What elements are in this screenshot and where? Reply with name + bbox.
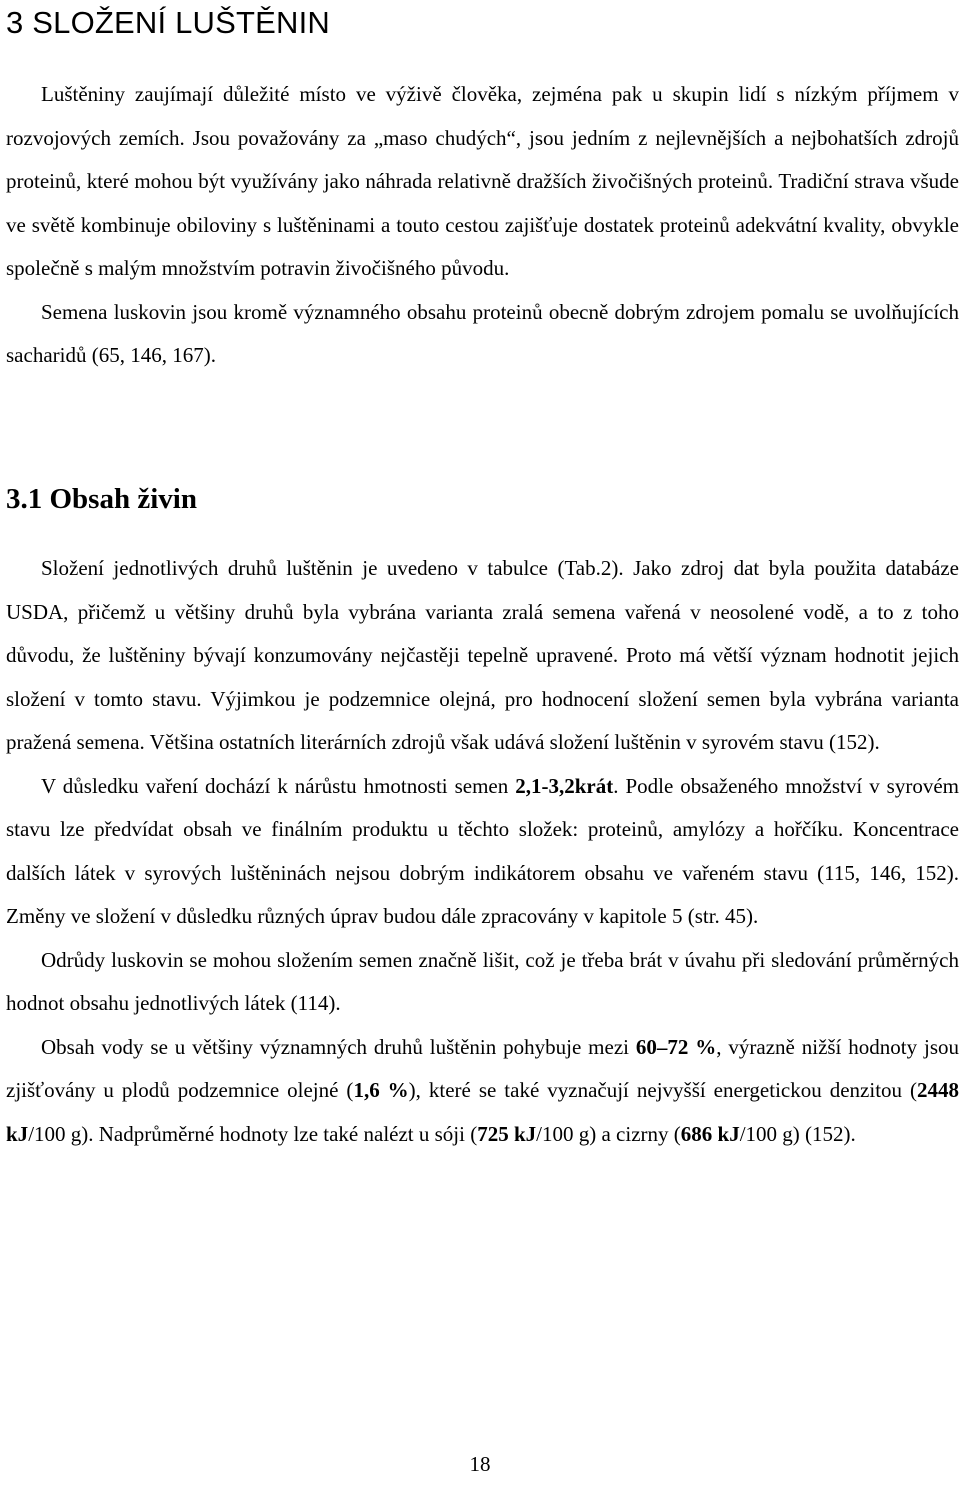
- paragraph: [6, 765, 959, 939]
- paragraph: [6, 1026, 959, 1157]
- text-run: /100 g). Nadprůměrné hodnoty lze také nalézt u sóji (: [28, 1121, 478, 1146]
- paragraph: Semena luskovin jsou kromě významného obsahu proteinů obecně dobrým zdrojem pomalu se uvolňujících sacharidů (65, 146, 167).: [6, 299, 959, 367]
- text-run: . Podle obsaženého množství v syrovém stavu lze předvídat obsah ve finálním produktu u těchto složek: proteinů, amylózy a hořčíku. Koncentrace dalších látek v syrových luštěninách nejsou dobrým indikátorem obsahu ve vařeném stavu (115, 146, 152). Změny ve složení v důsledku různých úprav budou dále zpracovány v kapitole 5 (str. 45).: [6, 773, 960, 928]
- text-run: V důsledku vaření dochází k nárůstu hmotnosti semen: [41, 773, 516, 798]
- paragraph: Odrůdy luskovin se mohou složením semen značně lišit, což je třeba brát v úvahu při sledování průměrných hodnot obsahu jednotlivých látek (114).: [6, 947, 959, 1015]
- bold-value: 2,1-3,2krát: [515, 773, 614, 798]
- bold-value: 2448 kJ: [6, 1078, 960, 1146]
- section-heading: 3.1 Obsah živin: [6, 483, 197, 515]
- bold-value: 1,6 %: [353, 1078, 409, 1102]
- intro-section: [6, 73, 959, 378]
- text-run: ), které se také vyznačují nejvyšší energetickou denzitou (: [408, 1078, 918, 1102]
- paragraph: Složení jednotlivých druhů luštěnin je uvedeno v tabulce (Tab.2). Jako zdroj dat byla použita databáze USDA, přičemž u většiny druhů byla vybrána varianta zralá semena vařená v neosolené vodě, a to z toho důvodu, že luštěniny bývají konzumovány nejčastěji tepelně upravené. Proto má větší význam hodnotit jejich složení v tomto stavu. Výjimkou je podzemnice olejná, pro hodnocení složení semen byla vybrána varianta pražená semena. Většina ostatních literárních zdrojů však udává složení luštěnin v syrovém stavu (152).: [6, 556, 959, 754]
- text-run: , výrazně nižší hodnoty jsou zjišťovány u plodů podzemnice olejné (: [6, 1034, 959, 1102]
- bold-value: 686 kJ: [680, 1121, 740, 1146]
- text-run: Obsah vody se u většiny významných druhů luštěnin pohybuje mezi: [41, 1034, 636, 1059]
- chapter-heading: 3 SLOŽENÍ LUŠTĚNIN: [6, 5, 331, 40]
- text-run: /100 g) (152).: [739, 1121, 856, 1146]
- text-run: /100 g) a cizrny (: [536, 1121, 681, 1146]
- bold-value: 60–72 %: [635, 1034, 717, 1059]
- nutrients-section: [6, 547, 959, 1156]
- paragraph: Luštěniny zaujímají důležité místo ve výživě člověka, zejména pak u skupin lidí s nízkým příjmem v rozvojových zemích. Jsou považovány za „maso chudých“, jsou jedním z nejlevnějších a nejbohatších zdrojů proteinů, které mohou být využívány jako náhrada relativně dražších živočišných proteinů. Tradiční strava všude ve světě kombinuje obiloviny s luštěninami a touto cestou zajišťuje dostatek proteinů adekvátní kvality, obvykle společně s malým množstvím potravin živočišného původu.: [6, 82, 959, 280]
- bold-value: 725 kJ: [477, 1121, 537, 1146]
- page-number: 18: [469, 1452, 491, 1476]
